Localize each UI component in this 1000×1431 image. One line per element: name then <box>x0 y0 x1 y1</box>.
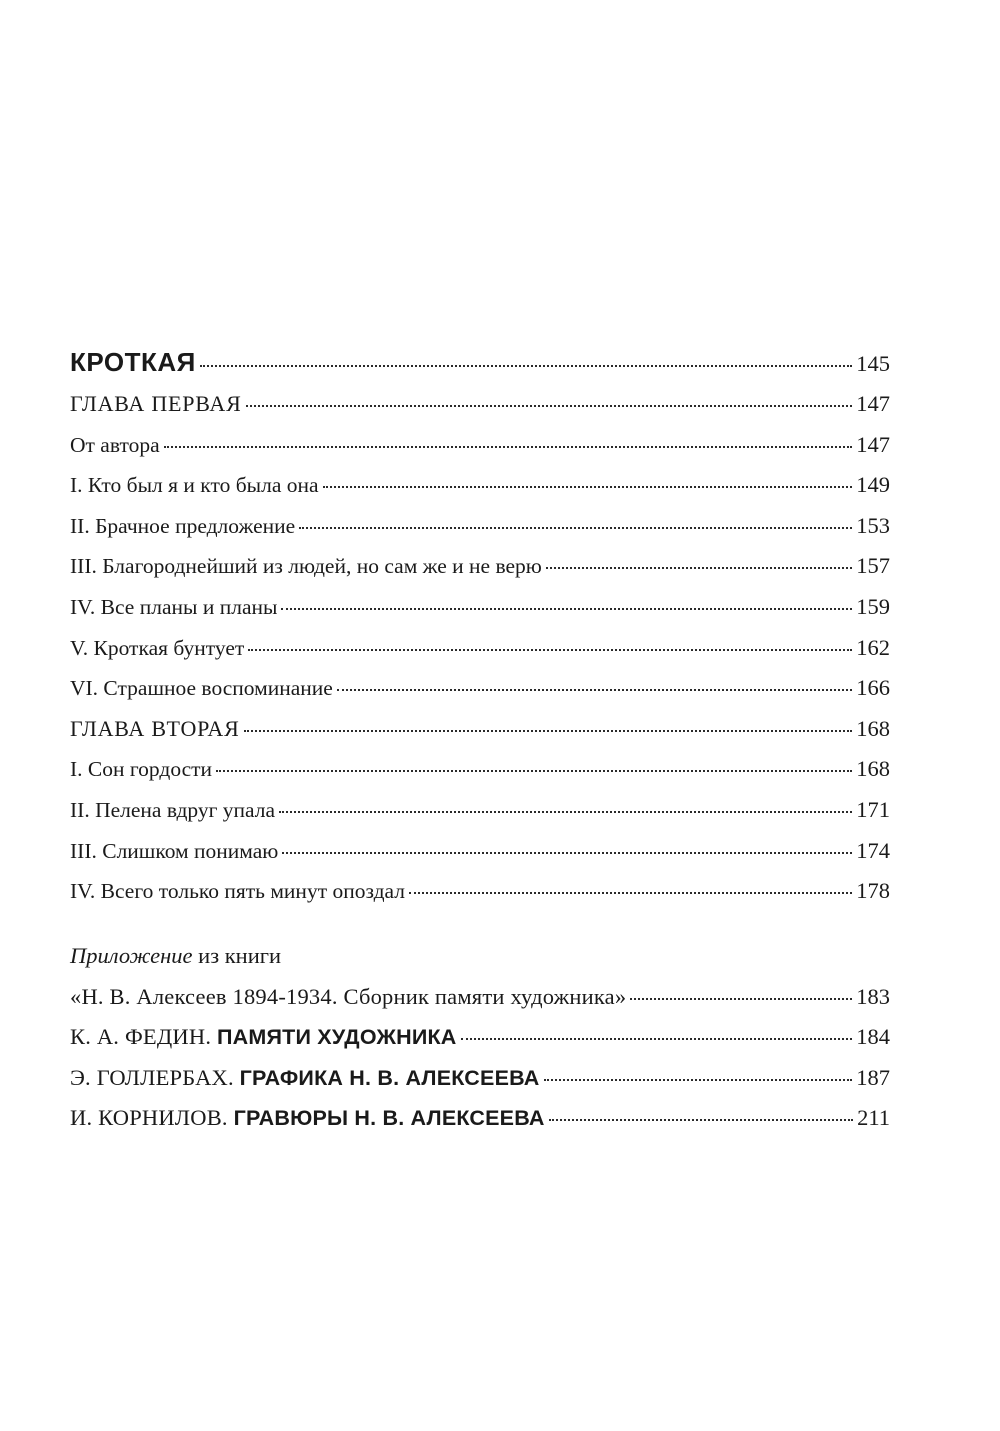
toc-page-number: 147 <box>856 431 890 457</box>
toc-page-number: 153 <box>856 512 890 538</box>
toc-section-title: II. Пелена вдруг упала <box>70 797 276 822</box>
table-of-contents <box>70 340 890 912</box>
dot-leader <box>281 607 852 610</box>
toc-page-number: 184 <box>856 1024 890 1050</box>
appendix-entry-title <box>70 1098 545 1139</box>
toc-page-number: 147 <box>856 391 890 416</box>
toc-entry-section[interactable] <box>70 546 890 587</box>
toc-section-title: IV. Всего только пять минут опоздал <box>70 879 405 904</box>
toc-section-title: III. Слишком понимаю <box>70 838 279 863</box>
toc-entry-appendix[interactable] <box>70 977 890 1018</box>
toc-page-number: 183 <box>856 983 890 1009</box>
dot-leader <box>282 851 852 854</box>
toc-section-title: VI. Страшное воспоминание <box>70 676 333 701</box>
dot-leader <box>216 769 852 772</box>
toc-page-number: 159 <box>856 593 890 619</box>
dot-leader <box>461 1037 853 1040</box>
toc-page-number: 157 <box>856 553 890 579</box>
appendix-entry-work: ГРАФИКА Н. В. АЛЕКСЕЕВА <box>239 1065 540 1090</box>
toc-entry-section[interactable] <box>70 506 890 547</box>
toc-entry-section[interactable] <box>70 668 890 709</box>
toc-page-number: 168 <box>856 715 890 741</box>
toc-entry-appendix[interactable] <box>70 1098 890 1139</box>
toc-page-number: 168 <box>856 756 890 782</box>
toc-chapter-title: ГЛАВА ПЕРВАЯ <box>70 391 242 416</box>
appendix-intro-rest: из книги <box>192 943 282 968</box>
dot-leader <box>299 526 852 529</box>
toc-section-title: От автора <box>70 432 160 457</box>
dot-leader <box>549 1118 853 1121</box>
toc-section-title: IV. Все планы и планы <box>70 594 278 619</box>
toc-chapter-title: ГЛАВА ВТОРАЯ <box>70 715 240 741</box>
appendix-entry-title <box>70 977 626 1018</box>
toc-entry-section[interactable] <box>70 790 890 831</box>
dot-leader <box>246 404 853 407</box>
toc-entry-appendix[interactable] <box>70 1017 890 1058</box>
toc-page-number: 187 <box>856 1064 890 1090</box>
dot-leader <box>323 485 853 488</box>
toc-page-number: 178 <box>856 878 890 904</box>
toc-page-number: 174 <box>856 837 890 863</box>
toc-section-title: I. Кто был я и кто была она <box>70 473 319 498</box>
toc-entry-chapter[interactable] <box>70 709 890 750</box>
toc-page-number: 171 <box>856 796 890 822</box>
toc-section-title: III. Благороднейший из людей, но сам же и не верю <box>70 554 542 579</box>
toc-entry-section[interactable] <box>70 831 890 872</box>
toc-section-title: V. Кроткая бунтует <box>70 635 245 660</box>
dot-leader <box>248 648 852 651</box>
toc-section-title: II. Брачное предложение <box>70 513 296 538</box>
toc-page-number: 162 <box>856 634 890 660</box>
dot-leader <box>337 688 852 691</box>
appendix-entry-title <box>70 1058 540 1099</box>
toc-entry-section[interactable] <box>70 587 890 628</box>
appendix-entry-author: «Н. В. Алексеев 1894-1934. Сборник памяти художника» <box>70 983 627 1009</box>
dot-leader <box>200 364 852 367</box>
appendix-intro-italic: Приложение <box>70 943 193 968</box>
dot-leader <box>279 810 852 813</box>
toc-entry-section[interactable] <box>70 465 890 506</box>
toc-entry-section[interactable] <box>70 628 890 669</box>
appendix-section <box>70 936 890 1139</box>
toc-page-number: 166 <box>856 675 890 701</box>
dot-leader <box>544 1078 853 1081</box>
appendix-entry-author: И. КОРНИЛОВ. <box>70 1105 234 1131</box>
toc-entry-chapter[interactable] <box>70 384 890 425</box>
toc-entry-section[interactable] <box>70 871 890 912</box>
toc-entry-main[interactable] <box>70 340 890 384</box>
toc-page-number: 149 <box>856 472 890 498</box>
appendix-entry-author: К. А. ФЕДИН. <box>70 1024 217 1050</box>
toc-main-title: КРОТКАЯ <box>70 347 196 377</box>
toc-entry-section[interactable] <box>70 425 890 466</box>
toc-entry-section[interactable] <box>70 749 890 790</box>
appendix-entry-work: ПАМЯТИ ХУДОЖНИКА <box>216 1025 457 1050</box>
appendix-intro <box>70 936 890 977</box>
appendix-entry-title <box>70 1017 457 1058</box>
toc-section-title: I. Сон гордости <box>70 757 213 782</box>
toc-page-number: 211 <box>857 1105 890 1131</box>
dot-leader <box>409 891 852 894</box>
appendix-entry-work: ГРАВЮРЫ Н. В. АЛЕКСЕЕВА <box>233 1106 545 1131</box>
toc-page-number: 145 <box>856 351 890 376</box>
dot-leader <box>244 729 853 732</box>
toc-entry-appendix[interactable] <box>70 1058 890 1099</box>
dot-leader <box>164 445 853 448</box>
appendix-entry-author: Э. ГОЛЛЕРБАХ. <box>70 1064 240 1090</box>
dot-leader <box>630 997 852 1000</box>
dot-leader <box>546 566 852 569</box>
